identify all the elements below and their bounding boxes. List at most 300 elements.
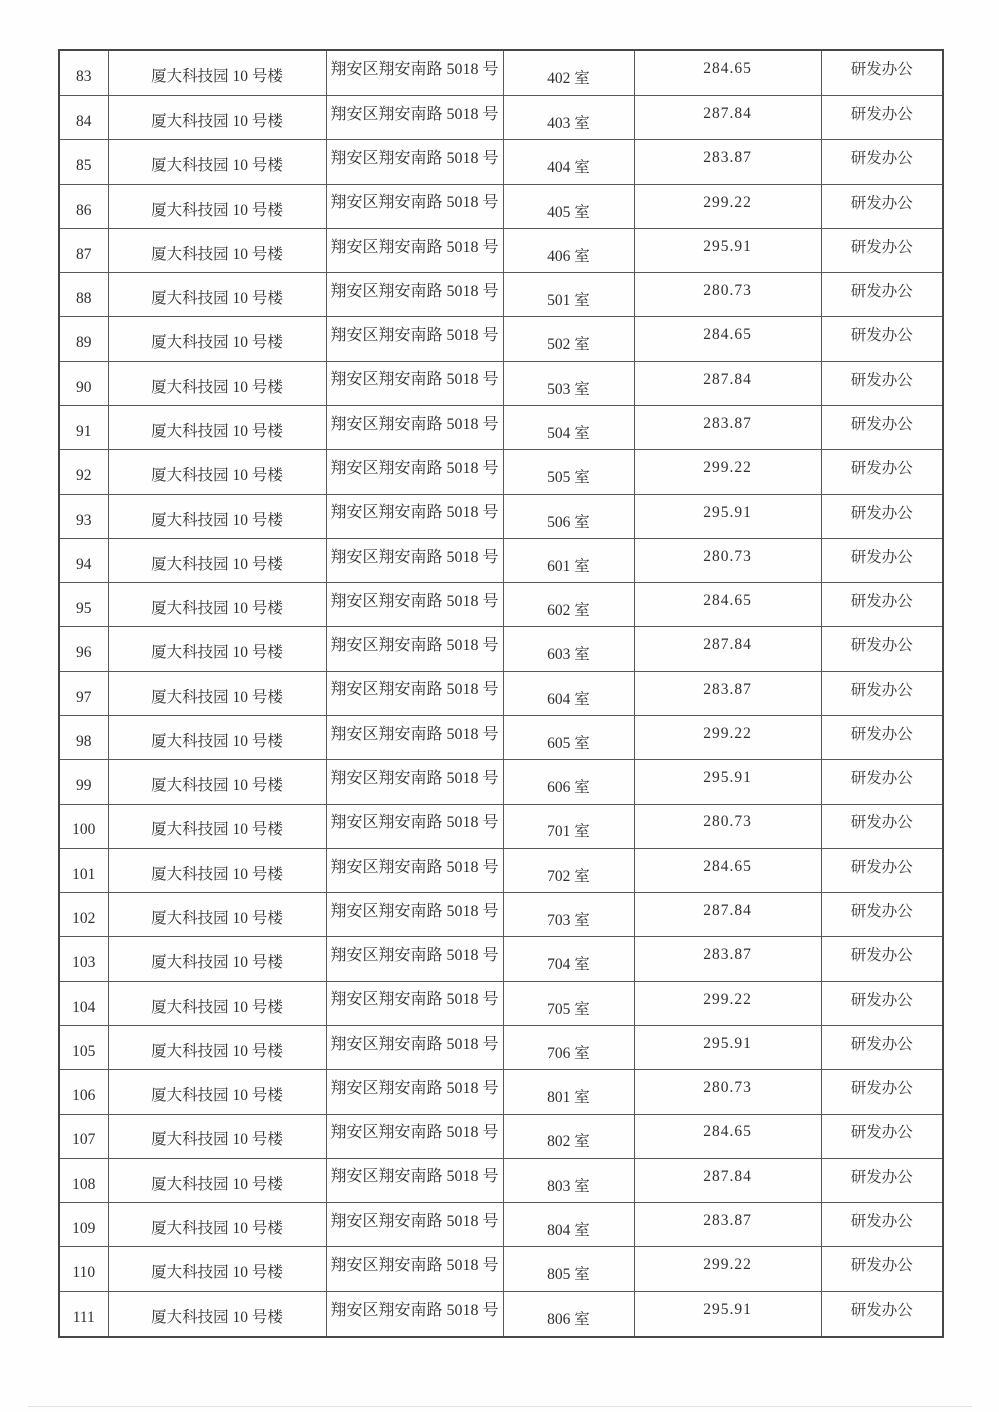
building-name: 厦大科技园 10 号楼 <box>151 998 283 1016</box>
building-name-cell <box>108 96 326 140</box>
row-number-cell <box>59 583 108 627</box>
room-number: 503 室 <box>547 380 590 398</box>
table-row <box>59 848 943 892</box>
area-value: 280.73 <box>703 813 752 831</box>
usage-text: 研发办公 <box>850 637 913 655</box>
row-number-cell <box>59 361 108 405</box>
building-name-cell <box>108 981 326 1025</box>
address-cell <box>326 716 503 760</box>
address-cell <box>326 538 503 582</box>
usage-cell <box>821 228 943 272</box>
room-number-cell <box>503 1203 634 1247</box>
usage-cell <box>821 361 943 405</box>
address-text: 翔安区翔安南路 5018 号 <box>330 769 499 787</box>
usage-cell <box>821 1158 943 1202</box>
usage-text: 研发办公 <box>850 1124 913 1142</box>
building-name: 厦大科技园 10 号楼 <box>151 954 283 972</box>
usage-text: 研发办公 <box>850 105 913 123</box>
address-text: 翔安区翔安南路 5018 号 <box>330 105 499 123</box>
usage-cell <box>821 1247 943 1291</box>
table-row <box>59 406 943 450</box>
room-number-cell <box>503 937 634 981</box>
building-name-cell <box>108 494 326 538</box>
room-number: 604 室 <box>547 690 590 708</box>
property-units-table <box>58 49 944 1338</box>
row-number-cell <box>59 406 108 450</box>
row-number-cell <box>59 1070 108 1114</box>
row-number: 91 <box>76 422 92 440</box>
row-number-cell <box>59 1114 108 1158</box>
row-number: 110 <box>72 1264 96 1282</box>
row-number: 100 <box>72 821 96 839</box>
building-name-cell <box>108 804 326 848</box>
address-cell <box>326 1114 503 1158</box>
room-number-cell <box>503 1070 634 1114</box>
area-value-cell <box>634 760 821 804</box>
table-row <box>59 1291 943 1337</box>
area-value: 284.65 <box>703 326 752 344</box>
room-number: 602 室 <box>547 602 590 620</box>
room-number-cell <box>503 893 634 937</box>
room-number-cell <box>503 538 634 582</box>
building-name: 厦大科技园 10 号楼 <box>151 245 283 263</box>
table-row <box>59 50 943 96</box>
address-text: 翔安区翔安南路 5018 号 <box>330 637 499 655</box>
room-number: 406 室 <box>547 247 590 265</box>
area-value-cell <box>634 981 821 1025</box>
area-value-cell <box>634 406 821 450</box>
room-number-cell <box>503 273 634 317</box>
room-number-cell <box>503 50 634 96</box>
address-cell <box>326 96 503 140</box>
room-number: 703 室 <box>547 912 590 930</box>
address-cell <box>326 760 503 804</box>
usage-cell <box>821 937 943 981</box>
usage-cell <box>821 494 943 538</box>
building-name: 厦大科技园 10 号楼 <box>151 112 283 130</box>
usage-cell <box>821 760 943 804</box>
table-row <box>59 273 943 317</box>
row-number-cell <box>59 1203 108 1247</box>
area-value: 280.73 <box>703 547 752 565</box>
building-name-cell <box>108 1291 326 1337</box>
table-row <box>59 716 943 760</box>
area-value-cell <box>634 184 821 228</box>
room-number-cell <box>503 848 634 892</box>
usage-cell <box>821 184 943 228</box>
room-number: 605 室 <box>547 734 590 752</box>
building-name-cell <box>108 671 326 715</box>
usage-text: 研发办公 <box>850 504 913 522</box>
row-number-cell <box>59 627 108 671</box>
area-value-cell <box>634 228 821 272</box>
usage-text: 研发办公 <box>850 1035 913 1053</box>
address-text: 翔安区翔安南路 5018 号 <box>330 991 499 1009</box>
table-row <box>59 937 943 981</box>
area-value: 299.22 <box>703 193 752 211</box>
row-number-cell <box>59 981 108 1025</box>
area-value: 287.84 <box>703 902 752 920</box>
row-number: 107 <box>72 1131 96 1149</box>
room-number-cell <box>503 1291 634 1337</box>
address-text: 翔安区翔安南路 5018 号 <box>330 1212 499 1230</box>
building-name-cell <box>108 848 326 892</box>
area-value: 287.84 <box>703 1167 752 1185</box>
room-number-cell <box>503 361 634 405</box>
address-cell <box>326 583 503 627</box>
row-number: 94 <box>76 555 92 573</box>
usage-text: 研发办公 <box>850 150 913 168</box>
address-cell <box>326 981 503 1025</box>
usage-cell <box>821 671 943 715</box>
area-value-cell <box>634 1158 821 1202</box>
building-name-cell <box>108 317 326 361</box>
room-number: 502 室 <box>547 336 590 354</box>
row-number-cell <box>59 716 108 760</box>
room-number: 801 室 <box>547 1089 590 1107</box>
row-number-cell <box>59 1291 108 1337</box>
area-value: 295.91 <box>703 1301 752 1319</box>
usage-cell <box>821 1203 943 1247</box>
room-number: 606 室 <box>547 779 590 797</box>
area-value-cell <box>634 583 821 627</box>
address-cell <box>326 1247 503 1291</box>
area-value: 295.91 <box>703 237 752 255</box>
usage-cell <box>821 317 943 361</box>
usage-cell <box>821 1070 943 1114</box>
row-number-cell <box>59 893 108 937</box>
room-number: 805 室 <box>547 1266 590 1284</box>
usage-cell <box>821 804 943 848</box>
room-number-cell <box>503 1114 634 1158</box>
row-number: 106 <box>72 1087 96 1105</box>
table-row <box>59 627 943 671</box>
building-name: 厦大科技园 10 号楼 <box>151 1220 283 1237</box>
area-value: 283.87 <box>703 946 752 964</box>
building-name-cell <box>108 1158 326 1202</box>
address-cell <box>326 450 503 494</box>
area-value: 295.91 <box>703 503 752 521</box>
area-value: 284.65 <box>703 857 752 875</box>
row-number-cell <box>59 317 108 361</box>
table-row <box>59 228 943 272</box>
table-row <box>59 1247 943 1291</box>
row-number: 104 <box>72 998 96 1016</box>
row-number-cell <box>59 450 108 494</box>
row-number: 89 <box>76 334 92 352</box>
building-name-cell <box>108 538 326 582</box>
row-number-cell <box>59 1158 108 1202</box>
room-number-cell <box>503 804 634 848</box>
usage-text: 研发办公 <box>850 903 913 921</box>
usage-cell <box>821 406 943 450</box>
address-text: 翔安区翔安南路 5018 号 <box>330 1079 499 1097</box>
address-cell <box>326 140 503 184</box>
usage-cell <box>821 583 943 627</box>
room-number: 806 室 <box>547 1311 590 1329</box>
address-cell <box>326 494 503 538</box>
address-text: 翔安区翔安南路 5018 号 <box>330 814 499 832</box>
usage-cell <box>821 1025 943 1069</box>
building-name: 厦大科技园 10 号楼 <box>151 865 283 883</box>
row-number: 88 <box>76 290 92 308</box>
building-name: 厦大科技园 10 号楼 <box>151 68 283 86</box>
room-number-cell <box>503 184 634 228</box>
room-number-cell <box>503 760 634 804</box>
row-number: 101 <box>72 865 96 883</box>
usage-text: 研发办公 <box>850 371 913 389</box>
room-number-cell <box>503 1158 634 1202</box>
area-value-cell <box>634 893 821 937</box>
area-value-cell <box>634 716 821 760</box>
room-number-cell <box>503 450 634 494</box>
usage-text: 研发办公 <box>850 991 913 1009</box>
area-value: 283.87 <box>703 680 752 698</box>
address-text: 翔安区翔安南路 5018 号 <box>330 61 499 79</box>
table-row <box>59 494 943 538</box>
building-name-cell <box>108 937 326 981</box>
usage-cell <box>821 893 943 937</box>
usage-text: 研发办公 <box>850 1257 913 1275</box>
area-value-cell <box>634 627 821 671</box>
address-cell <box>326 184 503 228</box>
address-cell <box>326 1158 503 1202</box>
usage-text: 研发办公 <box>850 681 913 699</box>
area-value-cell <box>634 317 821 361</box>
row-number-cell <box>59 228 108 272</box>
table-row <box>59 317 943 361</box>
usage-cell <box>821 96 943 140</box>
room-number-cell <box>503 317 634 361</box>
row-number: 99 <box>76 777 92 795</box>
room-number-cell <box>503 671 634 715</box>
table-row <box>59 760 943 804</box>
area-value: 299.22 <box>703 459 752 477</box>
area-value: 283.87 <box>703 1212 752 1229</box>
area-value: 295.91 <box>703 1034 752 1052</box>
row-number: 103 <box>72 954 96 972</box>
usage-text: 研发办公 <box>850 725 913 743</box>
area-value-cell <box>634 494 821 538</box>
row-number-cell <box>59 538 108 582</box>
area-value-cell <box>634 1203 821 1247</box>
room-number-cell <box>503 716 634 760</box>
building-name: 厦大科技园 10 号楼 <box>151 511 283 529</box>
address-cell <box>326 228 503 272</box>
room-number: 403 室 <box>547 114 590 132</box>
building-name-cell <box>108 893 326 937</box>
row-number-cell <box>59 804 108 848</box>
room-number-cell <box>503 981 634 1025</box>
area-value: 284.65 <box>703 60 752 78</box>
address-cell <box>326 1025 503 1069</box>
address-text: 翔安区翔安南路 5018 号 <box>330 327 499 345</box>
usage-cell <box>821 50 943 96</box>
address-cell <box>326 937 503 981</box>
row-number: 96 <box>76 644 92 662</box>
table-body <box>59 50 943 1337</box>
table-row <box>59 583 943 627</box>
address-text: 翔安区翔安南路 5018 号 <box>330 725 499 743</box>
building-name-cell <box>108 184 326 228</box>
usage-text: 研发办公 <box>850 283 913 301</box>
address-text: 翔安区翔安南路 5018 号 <box>330 459 499 477</box>
address-cell <box>326 1070 503 1114</box>
building-name: 厦大科技园 10 号楼 <box>151 777 283 795</box>
row-number-cell <box>59 494 108 538</box>
usage-text: 研发办公 <box>850 593 913 611</box>
row-number: 97 <box>76 688 92 706</box>
building-name: 厦大科技园 10 号楼 <box>151 467 283 485</box>
building-name-cell <box>108 627 326 671</box>
address-cell <box>326 50 503 96</box>
address-text: 翔安区翔安南路 5018 号 <box>330 371 499 389</box>
address-text: 翔安区翔安南路 5018 号 <box>330 194 499 212</box>
usage-cell <box>821 1114 943 1158</box>
row-number-cell <box>59 50 108 96</box>
building-name-cell <box>108 273 326 317</box>
building-name-cell <box>108 1203 326 1247</box>
room-number-cell <box>503 1247 634 1291</box>
address-cell <box>326 1203 503 1247</box>
usage-text: 研发办公 <box>850 770 913 788</box>
usage-text: 研发办公 <box>850 814 913 832</box>
building-name: 厦大科技园 10 号楼 <box>151 1087 283 1105</box>
building-name: 厦大科技园 10 号楼 <box>151 910 283 928</box>
table-row <box>59 1070 943 1114</box>
area-value-cell <box>634 1025 821 1069</box>
area-value: 299.22 <box>703 1256 752 1274</box>
row-number: 85 <box>76 157 92 175</box>
building-name-cell <box>108 1247 326 1291</box>
page-bottom-divider <box>28 1406 972 1407</box>
row-number: 98 <box>76 732 92 750</box>
building-name: 厦大科技园 10 号楼 <box>151 1042 283 1060</box>
room-number: 705 室 <box>547 1000 590 1018</box>
area-value: 287.84 <box>703 104 752 122</box>
room-number: 803 室 <box>547 1177 590 1195</box>
area-value: 299.22 <box>703 724 752 742</box>
table-row <box>59 450 943 494</box>
row-number-cell <box>59 273 108 317</box>
area-value: 284.65 <box>703 592 752 610</box>
row-number-cell <box>59 1247 108 1291</box>
building-name: 厦大科技园 10 号楼 <box>151 688 283 706</box>
usage-text: 研发办公 <box>850 1302 913 1320</box>
usage-cell <box>821 140 943 184</box>
address-text: 翔安区翔安南路 5018 号 <box>330 504 499 522</box>
area-value-cell <box>634 671 821 715</box>
room-number: 504 室 <box>547 424 590 442</box>
area-value-cell <box>634 848 821 892</box>
usage-text: 研发办公 <box>850 238 913 256</box>
row-number: 84 <box>76 112 92 130</box>
room-number-cell <box>503 627 634 671</box>
row-number: 93 <box>76 511 92 529</box>
building-name: 厦大科技园 10 号楼 <box>151 644 283 662</box>
usage-cell <box>821 1291 943 1337</box>
area-value: 283.87 <box>703 149 752 167</box>
usage-text: 研发办公 <box>850 194 913 212</box>
row-number-cell <box>59 140 108 184</box>
row-number-cell <box>59 760 108 804</box>
area-value-cell <box>634 140 821 184</box>
building-name-cell <box>108 361 326 405</box>
building-name: 厦大科技园 10 号楼 <box>151 555 283 573</box>
room-number: 601 室 <box>547 557 590 575</box>
building-name: 厦大科技园 10 号楼 <box>151 378 283 396</box>
address-text: 翔安区翔安南路 5018 号 <box>330 1168 499 1186</box>
row-number-cell <box>59 848 108 892</box>
area-value-cell <box>634 1070 821 1114</box>
address-cell <box>326 671 503 715</box>
row-number: 87 <box>76 245 92 263</box>
room-number: 704 室 <box>547 956 590 974</box>
table-row <box>59 140 943 184</box>
row-number: 111 <box>72 1309 95 1327</box>
address-text: 翔安区翔安南路 5018 号 <box>330 592 499 610</box>
building-name-cell <box>108 1114 326 1158</box>
row-number: 108 <box>72 1175 96 1193</box>
table-row <box>59 981 943 1025</box>
building-name-cell <box>108 228 326 272</box>
area-value: 280.73 <box>703 1079 752 1097</box>
room-number: 804 室 <box>547 1222 590 1239</box>
table-row <box>59 893 943 937</box>
building-name-cell <box>108 50 326 96</box>
room-number: 505 室 <box>547 469 590 487</box>
address-text: 翔安区翔安南路 5018 号 <box>330 1035 499 1053</box>
address-text: 翔安区翔安南路 5018 号 <box>330 548 499 566</box>
area-value-cell <box>634 273 821 317</box>
address-cell <box>326 1291 503 1337</box>
address-text: 翔安区翔安南路 5018 号 <box>330 947 499 965</box>
building-name: 厦大科技园 10 号楼 <box>151 1131 283 1149</box>
address-cell <box>326 361 503 405</box>
address-cell <box>326 317 503 361</box>
room-number: 404 室 <box>547 159 590 177</box>
row-number: 92 <box>76 467 92 485</box>
building-name: 厦大科技园 10 号楼 <box>151 290 283 308</box>
usage-text: 研发办公 <box>850 858 913 876</box>
room-number-cell <box>503 228 634 272</box>
address-text: 翔安区翔安南路 5018 号 <box>330 681 499 699</box>
room-number-cell <box>503 406 634 450</box>
usage-cell <box>821 981 943 1025</box>
area-value: 287.84 <box>703 636 752 654</box>
address-cell <box>326 804 503 848</box>
table-row <box>59 1203 943 1247</box>
room-number: 405 室 <box>547 203 590 221</box>
address-text: 翔安区翔安南路 5018 号 <box>330 902 499 920</box>
table-row <box>59 361 943 405</box>
building-name: 厦大科技园 10 号楼 <box>151 334 283 352</box>
area-value-cell <box>634 450 821 494</box>
area-value-cell <box>634 361 821 405</box>
area-value-cell <box>634 1291 821 1337</box>
row-number-cell <box>59 184 108 228</box>
usage-text: 研发办公 <box>850 1080 913 1098</box>
building-name-cell <box>108 450 326 494</box>
building-name-cell <box>108 1025 326 1069</box>
area-value-cell <box>634 1114 821 1158</box>
room-number: 702 室 <box>547 867 590 885</box>
room-number: 501 室 <box>547 292 590 310</box>
address-cell <box>326 627 503 671</box>
address-text: 翔安区翔安南路 5018 号 <box>330 1301 499 1319</box>
area-value: 299.22 <box>703 990 752 1008</box>
address-text: 翔安区翔安南路 5018 号 <box>330 858 499 876</box>
